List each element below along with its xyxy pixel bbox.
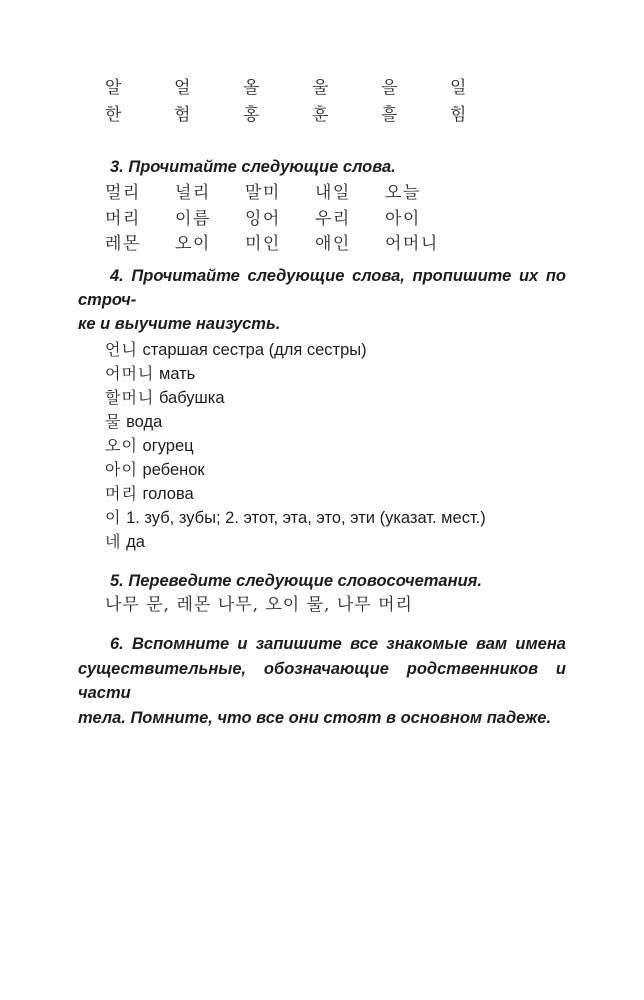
word-cell: 말미 [245,183,281,203]
word-cell: 어머니 [385,234,439,254]
vocab-translation: 1. зуб, зубы; 2. этот, эта, это, эти (указат. мест.) [126,509,486,528]
syllable-cell: 흘 [381,105,398,125]
word-cell: 오이 [175,234,211,254]
word-cell: 내일 [315,183,351,203]
exercise-6-line-2: существительные, обозначающие родственников и части [78,659,566,703]
syllable-cell: 훈 [312,105,329,125]
exercise-4-vocab-list [105,338,566,555]
word-cell: 미인 [245,234,281,254]
exercise-6-line-1: 6. Вспомните и запишите все знакомые вам имена [110,635,566,654]
vocab-korean: 아이 [105,459,138,479]
exercise-6-line-3: тела. Помните, что все они стоят в основном падеже. [78,708,552,727]
vocab-translation: ребенок [142,460,205,479]
syllable-cell: 알 [105,78,122,98]
word-cell: 잉어 [245,208,281,229]
syllable-cell: 홍 [243,105,260,125]
vocab-translation: бабушка [158,388,225,407]
vocab-item [105,434,566,458]
syllable-cell: 험 [174,105,191,125]
syllable-cell: 울 [312,78,329,98]
syllable-cell: 한 [105,105,122,125]
exercise-4-heading-line-1: 4. Прочитайте следующие слова, пропишите их по строч- [78,266,566,309]
vocab-item [105,410,566,434]
word-cell: 멀리 [105,183,141,203]
vocab-translation: да [126,533,145,552]
exercise-3-heading: 3. Прочитайте следующие слова. [110,158,396,176]
syllable-cell: 을 [381,78,398,98]
vocab-item [105,362,566,386]
vocab-item [105,506,566,530]
vocab-korean: 할머니 [105,387,155,407]
vocab-korean: 물 [105,411,122,431]
word-cell: 이름 [175,208,211,229]
vocab-translation: голова [142,485,194,504]
exercise-4-heading-line-2: ке и выучите наизусть. [78,314,281,333]
syllable-cell: 일 [450,78,467,98]
word-cell: 아이 [385,208,421,229]
word-cell: 널리 [175,183,211,203]
vocab-korean: 이 [105,508,122,528]
exercise-5-heading: 5. Переведите следующие словосочетания. [110,572,482,591]
syllable-cell: 얼 [174,78,191,98]
exercise-4-heading [78,264,566,336]
exercise-3-word-table [105,181,566,258]
vocab-translation: мать [158,364,196,383]
vocab-korean: 어머니 [105,363,155,383]
vocab-korean: 네 [105,532,122,552]
word-cell: 레몬 [105,234,141,254]
vocab-translation: вода [126,412,163,431]
vocab-item [105,338,566,362]
vocab-item [105,458,566,482]
word-cell: 애인 [315,234,351,254]
vocab-korean: 머리 [105,484,138,504]
word-cell: 오늘 [385,183,421,203]
vocab-korean: 오이 [105,435,138,455]
vocab-translation: огурец [142,436,194,455]
syllable-drill-table [105,78,566,125]
vocab-translation: старшая сестра (для сестры) [142,340,367,359]
syllable-cell: 올 [243,78,260,98]
vocab-item [105,530,566,554]
word-cell: 머리 [105,208,141,229]
vocab-korean: 언니 [105,339,138,359]
syllable-cell: 힘 [450,105,467,125]
vocab-item [105,386,566,410]
vocab-item [105,482,566,506]
word-cell: 우리 [315,208,351,229]
exercise-6-text [78,632,566,730]
exercise-5-phrase: 나무 문, 레몬 나무, 오이 물, 나무 머리 [105,595,413,616]
